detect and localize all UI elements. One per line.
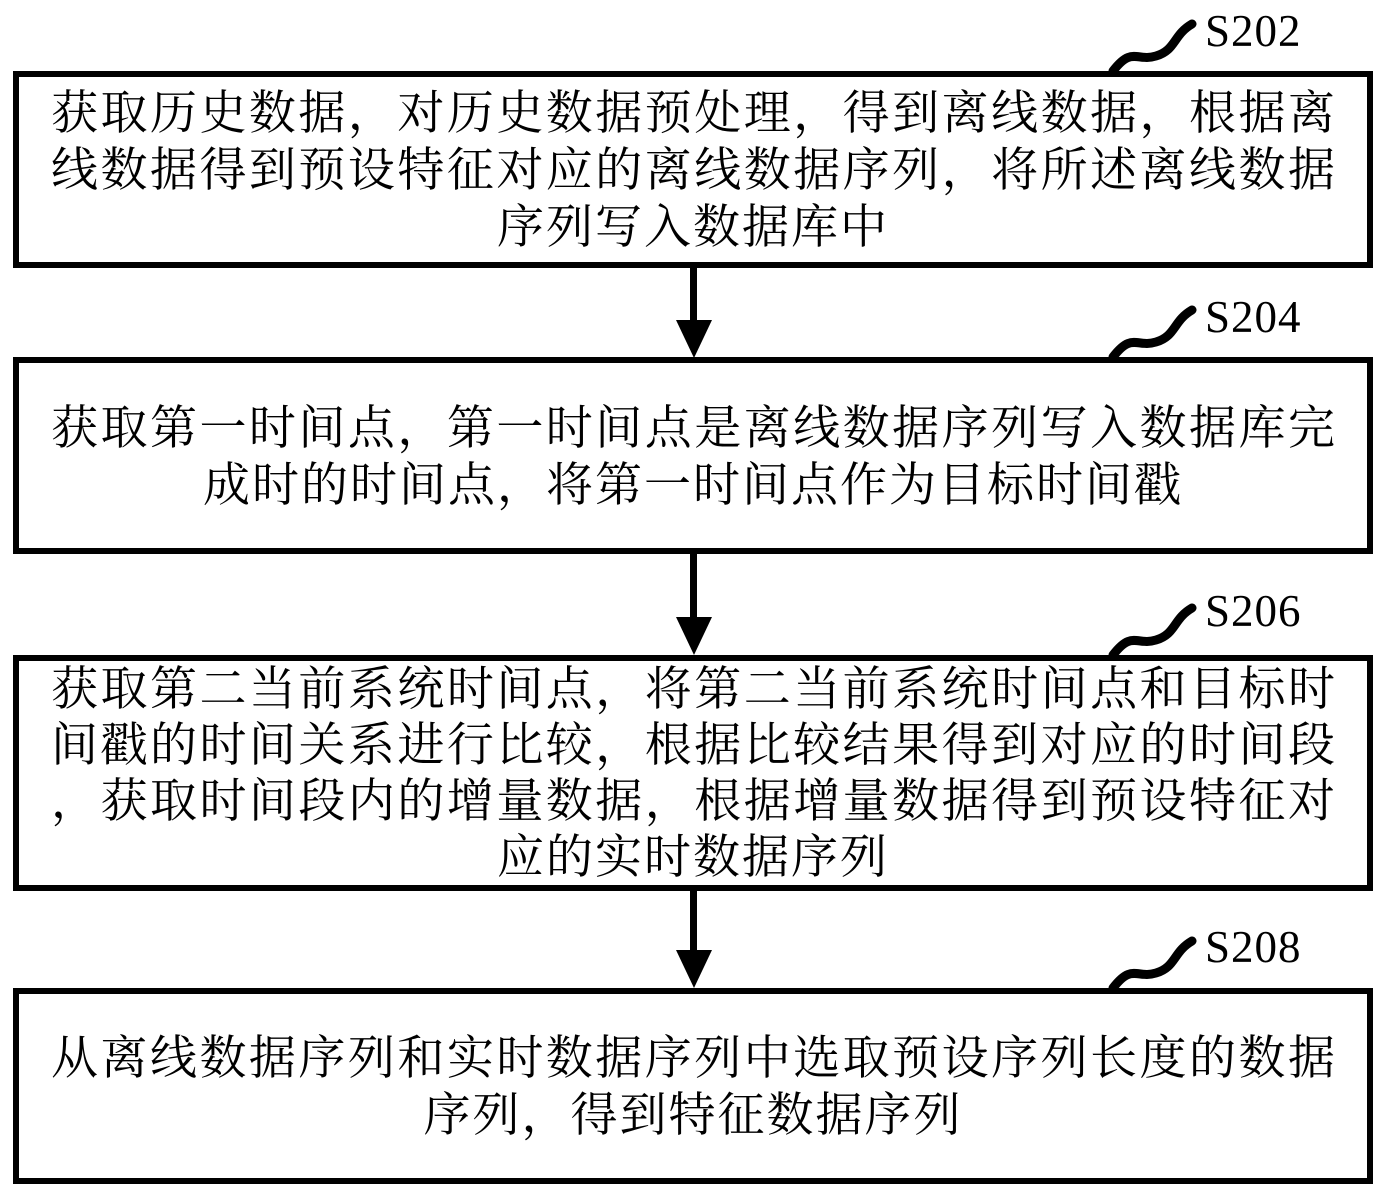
step-box	[13, 71, 1373, 268]
step-label: S206	[1205, 586, 1302, 636]
step-text-line: 成时的时间点，将第一时间点作为目标时间戳	[203, 457, 1183, 511]
down-arrow-head-icon	[676, 320, 712, 358]
down-arrow-head-icon	[676, 617, 712, 655]
step-text-line: 线数据得到预设特征对应的离线数据序列，将所述离线数据	[51, 143, 1335, 196]
step-text-line: 获取历史数据，对历史数据预处理，得到离线数据，根据离	[51, 86, 1335, 139]
step-connector-squiggle-icon	[1108, 603, 1200, 657]
step-text-line: 应的实时数据序列	[497, 830, 889, 883]
step-text-line: 获取第一时间点，第一时间点是离线数据序列写入数据库完	[51, 400, 1335, 454]
step-connector-squiggle-icon	[1108, 19, 1200, 73]
step-connector-squiggle-icon	[1108, 305, 1200, 359]
step-text-line: ，获取时间段内的增量数据，根据增量数据得到预设特征对	[51, 774, 1335, 827]
step-text-line: 获取第二当前系统时间点，将第二当前系统时间点和目标时	[51, 662, 1335, 715]
down-arrow-shaft	[690, 891, 697, 950]
step-text-line: 序列写入数据库中	[497, 200, 889, 253]
down-arrow-shaft	[690, 268, 697, 320]
down-arrow-shaft	[690, 554, 697, 617]
down-arrow-head-icon	[676, 950, 712, 988]
step-box	[13, 655, 1373, 891]
step-box	[13, 988, 1373, 1184]
step-label: S204	[1205, 292, 1302, 342]
step-text-line: 从离线数据序列和实时数据序列中选取预设序列长度的数据	[51, 1031, 1335, 1084]
step-label: S208	[1205, 922, 1302, 972]
step-label: S202	[1205, 6, 1302, 56]
step-text-line: 序列，得到特征数据序列	[423, 1088, 963, 1141]
step-text-line: 间戳的时间关系进行比较，根据比较结果得到对应的时间段	[51, 718, 1335, 771]
step-connector-squiggle-icon	[1108, 936, 1200, 990]
step-box	[13, 357, 1373, 554]
